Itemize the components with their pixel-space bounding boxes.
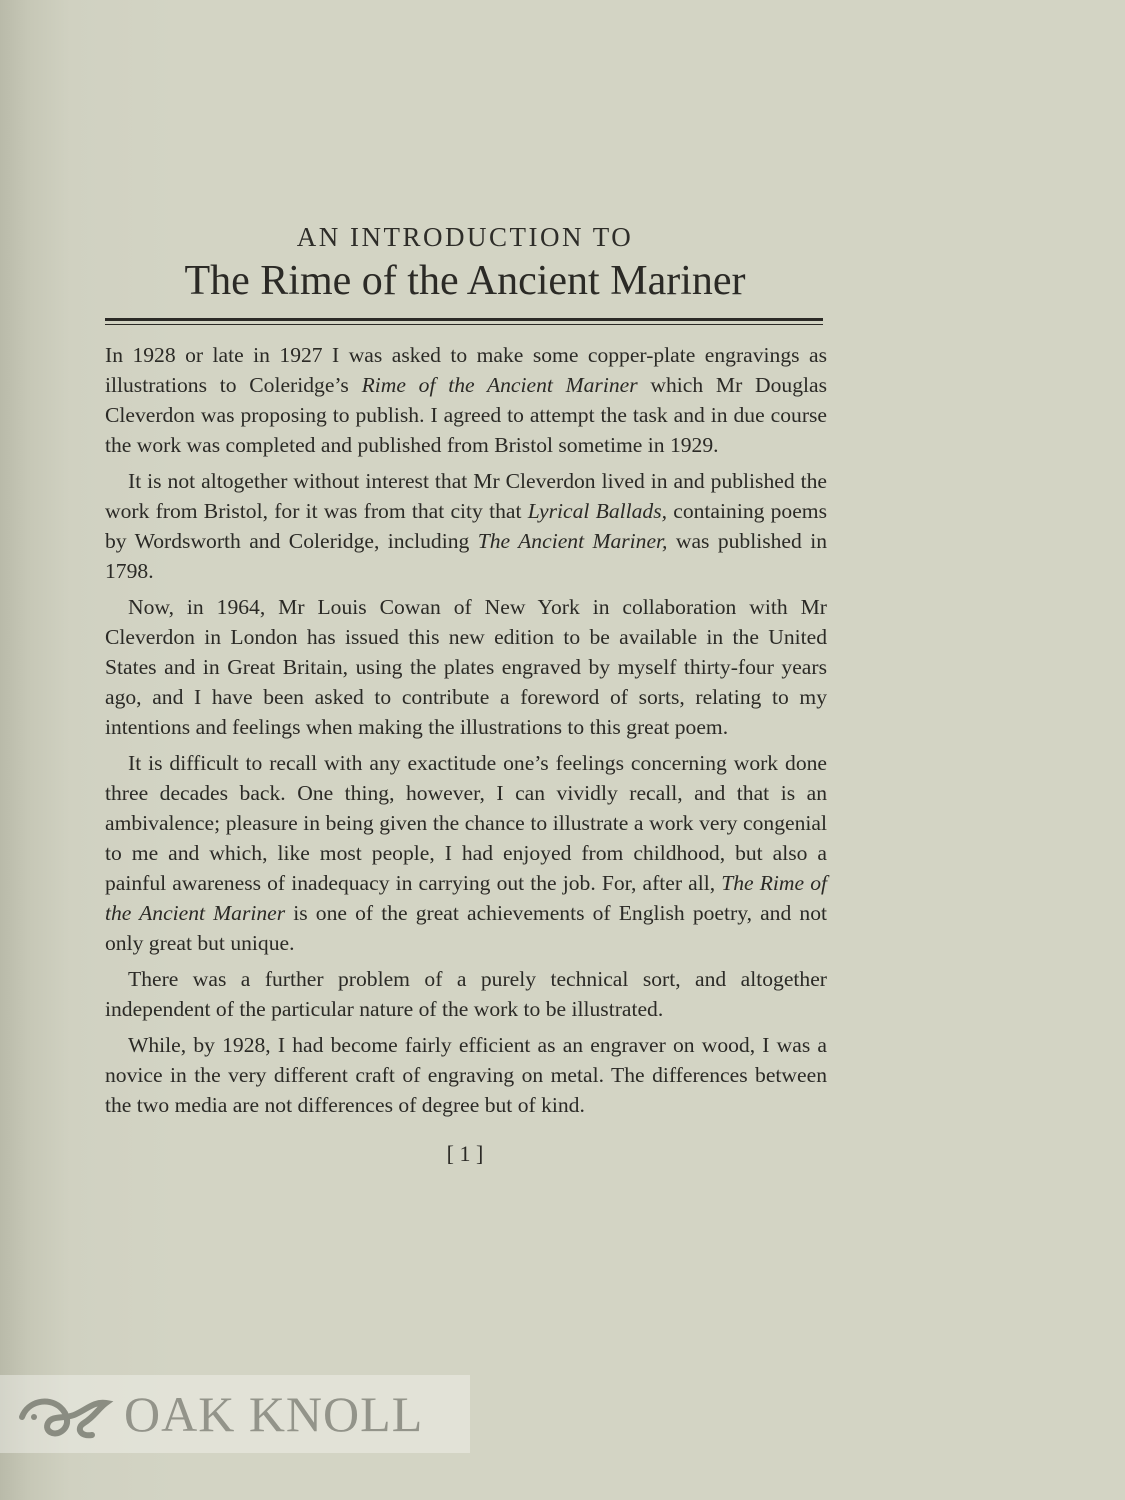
italic-title-run: The Ancient Mariner, — [477, 529, 668, 553]
chapter-overtitle: AN INTRODUCTION TO — [296, 222, 634, 252]
paragraph-3 — [105, 592, 827, 742]
chapter-title: The Rime of the Ancient Mariner — [184, 258, 746, 304]
text-run: is one of the great achievements of English poetry, and not only great but unique. — [105, 901, 827, 955]
oak-knoll-logo-icon — [14, 1387, 114, 1443]
italic-title-run: Lyrical Ballads, — [527, 499, 668, 523]
watermark — [0, 1375, 470, 1453]
italic-title-run: The Rime of the Ancient Mariner — [105, 871, 827, 925]
italic-title-run: Rime of the Ancient Mariner — [361, 373, 638, 397]
text-run: In 1928 or late in 1927 I was asked to make some copper-plate engravings as illustrations to Coleridge’s — [105, 343, 827, 397]
text-run: It is not altogether without interest that Mr Cleverdon lived in and published the work from Bristol, for it was from that city that — [105, 469, 827, 523]
text-run: was published in 1798. — [105, 529, 827, 583]
paragraph-4 — [105, 748, 827, 958]
page-number: [ 1 ] — [446, 1141, 484, 1166]
paragraph-6 — [105, 1030, 827, 1120]
text-run: Now, in 1964, Mr Louis Cowan of New York in collaboration with Mr Cleverdon in London has issued this new edition to be available in the United States and in Great Britain, using the plates engraved by myself thirty-four years ago, and I have been asked to contribute a foreword of sorts, relating to my intentions and feelings when making the illustrations to this great poem. — [105, 595, 827, 739]
text-run: which Mr Douglas Cleverdon was proposing to publish. I agreed to attempt the task and in due course the work was completed and published from Bristol sometime in 1929. — [105, 373, 827, 457]
title-rule — [105, 318, 823, 325]
text-run: While, by 1928, I had become fairly efficient as an engraver on wood, I was a novice in the very different craft of engraving on metal. The differences between the two media are not differences of degree but of kind. — [105, 1033, 827, 1117]
paragraph-1 — [105, 340, 827, 460]
watermark-text: OAK KNOLL — [124, 1386, 424, 1442]
text-run: containing poems by Wordsworth and Coleridge, including — [105, 499, 828, 553]
body-text — [105, 340, 827, 1126]
chapter-header — [105, 222, 825, 305]
text-run: There was a further problem of a purely technical sort, and altogether independent of the particular nature of the work to be illustrated. — [105, 967, 827, 1021]
text-run: It is difficult to recall with any exactitude one’s feelings concerning work done three decades back. One thing, however, I can vividly recall, and that is an ambivalence; pleasure in being given the chance to illustrate a work very congenial to me and which, like most people, I had enjoyed from childhood, but also a painful awareness of inadequacy in carrying out the job. For, after all, — [105, 751, 827, 895]
paragraph-5 — [105, 964, 827, 1024]
paragraph-2 — [105, 466, 827, 586]
